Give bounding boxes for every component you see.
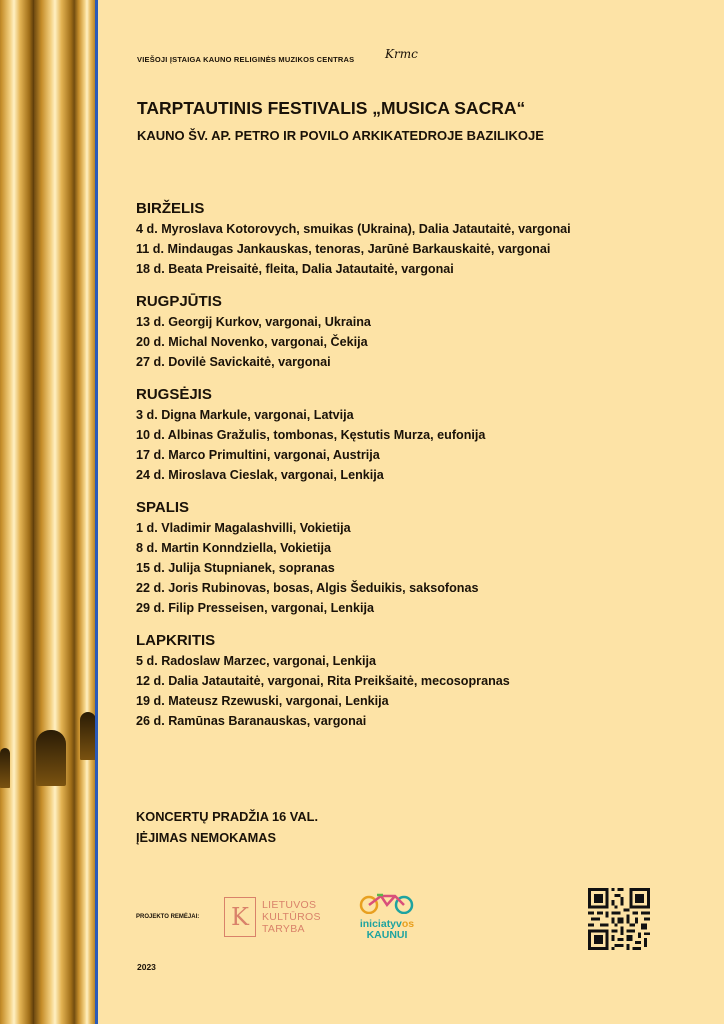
iniciatyvos-kaunui-logo	[356, 892, 418, 941]
month-heading: RUGPJŪTIS	[136, 293, 222, 310]
ltk-letter: K	[224, 897, 256, 937]
accent-bar	[95, 0, 98, 1024]
concert-entry: 17 d. Marco Primultini, vargonai, Austrija	[136, 448, 380, 462]
venue-subtitle: KAUNO ŠV. AP. PETRO IR POVILO ARKIKATEDROJE BAZILIKOJE	[137, 128, 544, 143]
month-section	[136, 198, 696, 279]
concert-entry: 18 d. Beata Preisaitė, fleita, Dalia Jatautaitė, vargonai	[136, 262, 454, 276]
concert-entry: 19 d. Mateusz Rzewuski, vargonai, Lenkija	[136, 694, 389, 708]
concert-entry: 13 d. Georgij Kurkov, vargonai, Ukraina	[136, 315, 371, 329]
concert-entry: 22 d. Joris Rubinovas, bosas, Algis Šeduikis, saksofonas	[136, 581, 479, 595]
year: 2023	[137, 962, 156, 972]
concert-entry: 10 d. Albinas Gražulis, tombonas, Kęstutis Murza, eufonija	[136, 428, 486, 442]
concert-info	[136, 806, 318, 848]
concert-entry: 11 d. Mindaugas Jankauskas, tenoras, Jarūnė Barkauskaitė, vargonai	[136, 242, 551, 256]
start-time: KONCERTŲ PRADŽIA 16 VAL.	[136, 809, 319, 824]
qr-code[interactable]	[588, 888, 650, 950]
bicycle-icon	[357, 892, 417, 914]
concert-entry: 27 d. Dovilė Savickaitė, vargonai	[136, 355, 331, 369]
ik-line-1: iniciatyvos	[359, 918, 415, 930]
concert-entry: 5 d. Radoslaw Marzec, vargonai, Lenkija	[136, 654, 377, 668]
month-heading: BIRŽELIS	[136, 200, 205, 217]
month-heading: SPALIS	[136, 499, 190, 516]
organization-name: VIEŠOJI ĮSTAIGA KAUNO RELIGINĖS MUZIKOS CENTRAS	[137, 55, 355, 64]
ltk-logo	[224, 897, 321, 937]
ltk-line-2: KULTŪROS	[262, 911, 321, 923]
month-heading: RUGSĖJIS	[136, 386, 212, 403]
ltk-text	[262, 899, 321, 935]
concert-entry: 15 d. Julija Stupnianek, sopranas	[136, 561, 335, 575]
ltk-line-3: TARYBA	[262, 923, 305, 935]
concert-entry: 12 d. Dalia Jatautaitė, vargonai, Rita Preikšaitė, mecosopranas	[136, 674, 510, 688]
sponsors-label: PROJEKTO REMĖJAI:	[136, 914, 200, 920]
concert-entry: 8 d. Martin Konndziella, Vokietija	[136, 541, 331, 555]
month-section	[136, 497, 696, 618]
month-section	[136, 630, 696, 731]
krmc-logo: Krmc	[385, 47, 418, 61]
month-section	[136, 291, 696, 372]
month-heading: LAPKRITIS	[136, 632, 216, 649]
concert-entry: 1 d. Vladimir Magalashvilli, Vokietija	[136, 521, 351, 535]
ltk-line-1: LIETUVOS	[262, 899, 317, 911]
concert-entry: 20 d. Michal Novenko, vargonai, Čekija	[136, 335, 368, 349]
free-entry: ĮĖJIMAS NEMOKAMAS	[136, 830, 277, 845]
concert-entry: 26 d. Ramūnas Baranauskas, vargonai	[136, 714, 367, 728]
ik-line-2: KAUNUI	[366, 929, 408, 941]
organ-pipes-image	[0, 0, 95, 1024]
concert-entry: 24 d. Miroslava Cieslak, vargonai, Lenkija	[136, 468, 384, 482]
concert-entry: 3 d. Digna Markule, vargonai, Latvija	[136, 408, 354, 422]
concert-schedule	[136, 198, 696, 743]
concert-entry: 4 d. Myroslava Kotorovych, smuikas (Ukraina), Dalia Jatautaitė, vargonai	[136, 222, 571, 236]
month-section	[136, 384, 696, 485]
concert-entry: 29 d. Filip Presseisen, vargonai, Lenkija	[136, 601, 374, 615]
festival-title: TARPTAUTINIS FESTIVALIS „MUSICA SACRA“	[137, 98, 526, 118]
